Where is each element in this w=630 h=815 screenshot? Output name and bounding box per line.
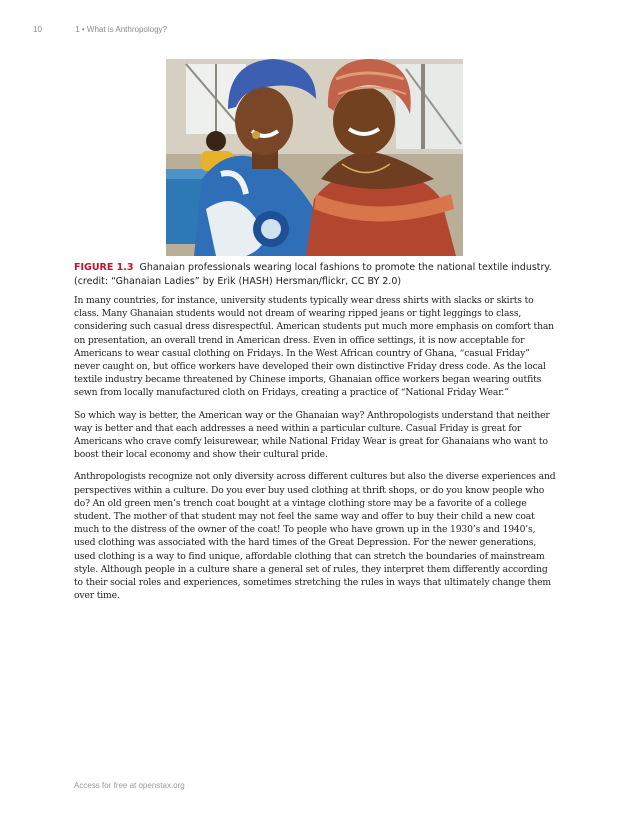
figure-photo — [166, 59, 463, 256]
page-number: 10 — [33, 25, 42, 34]
page-header — [33, 25, 167, 34]
paragraph: So which way is better, the American way or the Ghanaian way? Anthropologists understand that neither way is better and that each addresses a need within a particular culture. Casual Friday is great for Americans who crave comfy leisurewear, while National Friday Wear is great for Ghanaians who want to boost their local economy and show their cultural pride. — [74, 409, 550, 461]
ghanaian-ladies-photo — [166, 59, 463, 256]
paragraph: In many countries, for instance, university students typically wear dress shirts with slacks or skirts to class. Many Ghanaian students would not dream of wearing ripped jeans or tight leggings to class, considering such casual dress disrespectful. American students put much more emphasis on comfort than on presentation, an overall trend in American dress. Even in office settings, it is now acceptable for Americans to wear casual clothing on Fridays. In the West African country of Ghana, “casual Friday” never caught on, but office workers have developed their own distinctive Friday dress code. As the local textile industry became threatened by Chinese imports, Ghanaian office workers began wearing outfits sewn from locally manufactured cloth on Fridays, creating a practice of “National Friday Wear.” — [74, 295, 554, 399]
page-footer: Access for free at openstax.org — [74, 781, 185, 790]
chapter-title: 1 • What is Anthropology? — [75, 25, 167, 34]
paragraph: Anthropologists recognize not only diversity across different cultures but also the diverse experiences and perspectives within a culture. Do you ever buy used clothing at thrift shops, or do you know people who do? An old green men’s trench coat bought at a vintage clothing store may be a favorite of a college student. The mother of that student may not feel the same way and offer to buy their child a new coat much to the distress of the owner of the coat! To people who have grown up in the 1930’s and 1940’s, used clothing was associated with the hard times of the Great Depression. For the newer generations, used clothing is a way to find unique, affordable clothing that can stretch the boundaries of mainstream style. Although people in a culture share a general set of rules, they interpret them differently according to their social roles and experiences, sometimes stretching the rules in ways that ultimately change them over time. — [74, 471, 556, 602]
figure-label: FIGURE 1.3 — [74, 262, 134, 273]
figure-caption — [74, 261, 556, 289]
figure-caption-text: Ghanaian professionals wearing local fashions to promote the national textile industry. (credit: “Ghanaian Ladies” by Erik (HASH) Hersman/flickr, CC BY 2.0) — [74, 262, 552, 287]
body-text — [74, 294, 558, 611]
